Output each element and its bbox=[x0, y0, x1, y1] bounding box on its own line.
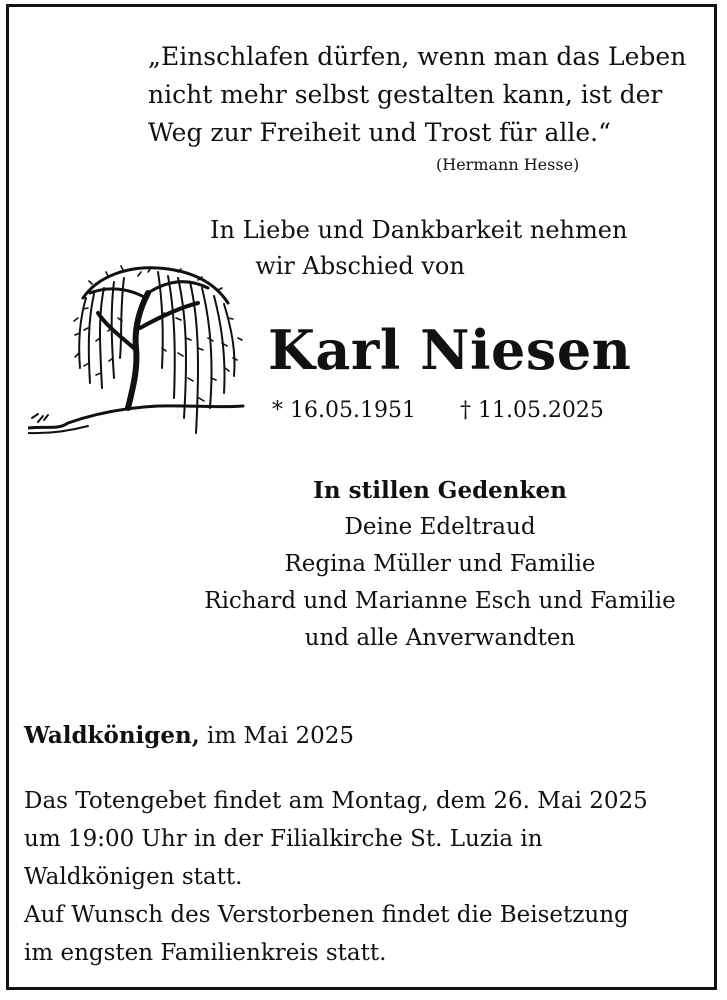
mourner-line: und alle Anverwandten bbox=[304, 625, 576, 651]
quote-author: (Hermann Hesse) bbox=[436, 155, 580, 174]
quote-block bbox=[148, 38, 686, 152]
quote-line: nicht mehr selbst gestalten kann, ist der bbox=[148, 80, 663, 109]
quote-line: Weg zur Freiheit und Trost für alle.“ bbox=[148, 118, 611, 147]
mourner-line: Regina Müller und Familie bbox=[284, 551, 596, 577]
weeping-willow-icon bbox=[28, 258, 248, 468]
place-date-line bbox=[24, 722, 354, 749]
place-town: Waldkönigen, bbox=[24, 722, 200, 749]
mourners-heading: In stillen Gedenken bbox=[313, 477, 567, 504]
place-date: im Mai 2025 bbox=[207, 723, 354, 749]
quote-line: „Einschlafen dürfen, wenn man das Leben bbox=[148, 42, 687, 71]
death-date: † 11.05.2025 bbox=[459, 398, 604, 423]
mourners-block bbox=[150, 472, 727, 657]
intro-line: wir Abschied von bbox=[255, 252, 465, 280]
notice-line: Waldkönigen statt. bbox=[24, 864, 243, 890]
deceased-name: Karl Niesen bbox=[268, 318, 632, 382]
intro-line: In Liebe und Dankbarkeit nehmen bbox=[210, 216, 628, 244]
intro-text bbox=[210, 212, 628, 284]
notice-line: im engsten Familienkreis statt. bbox=[24, 940, 387, 966]
notice-line: um 19:00 Uhr in der Filialkirche St. Luzia in bbox=[24, 826, 543, 852]
mourner-line: Richard und Marianne Esch und Familie bbox=[204, 588, 676, 614]
life-dates bbox=[272, 398, 604, 423]
mourner-line: Deine Edeltraud bbox=[344, 514, 536, 540]
notice-line: Auf Wunsch des Verstorbenen findet die Beisetzung bbox=[24, 902, 629, 928]
birth-date: * 16.05.1951 bbox=[272, 398, 416, 423]
service-notice bbox=[24, 782, 648, 972]
notice-line: Das Totengebet findet am Montag, dem 26. Mai 2025 bbox=[24, 788, 648, 814]
